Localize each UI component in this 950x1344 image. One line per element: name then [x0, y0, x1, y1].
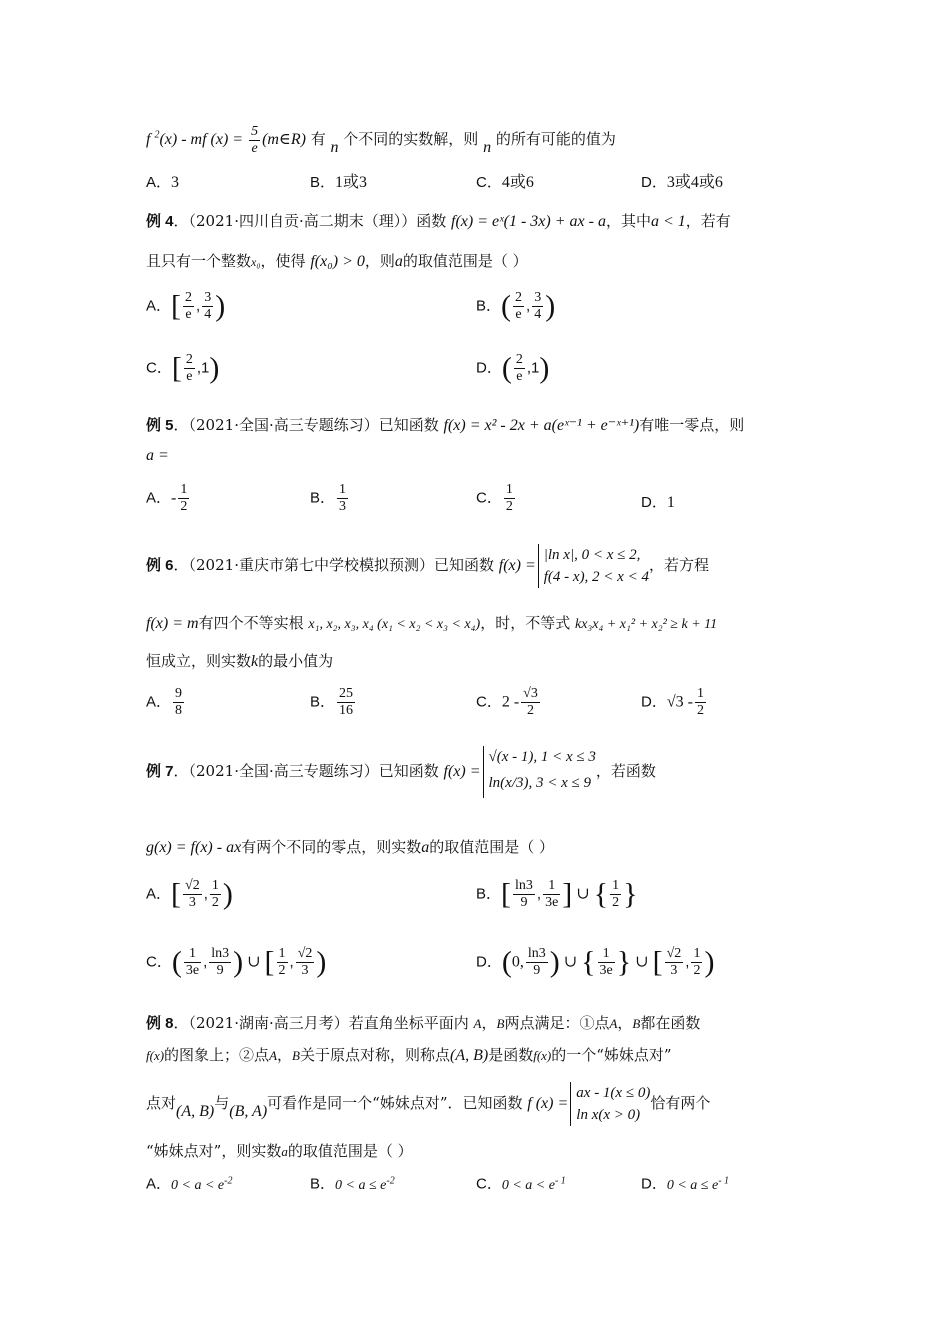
ex7-piecewise: √(x - 1), 1 < x ≤ 3 ln(x/3), 3 < x ≤ 9 — [483, 746, 596, 798]
ex5-question-line1: 例 5．（2021·全国·高三专题练习）已知函数 f(x) = x² - 2x + a(eˣ⁻¹ + e⁻ˣ⁺¹)有唯一零点，则 — [146, 416, 745, 434]
ex8-question-line2: f(x)的图象上；②点A，B关于原点对称，则称点(A, B)是函数f(x)的一个“姊妹点对” — [146, 1046, 672, 1064]
ex8-option-c[interactable]: C．$0 < a < e^{- 1}$ — [476, 1175, 566, 1193]
intro-text1: 有 — [310, 130, 326, 149]
ex4-option-a[interactable]: A．[ $\frac{2}{e}$ , $\frac{3}{4}$ ) — [146, 289, 226, 323]
ex6-question-line1: 例 6．（2021·重庆市第七中学校模拟预测）已知函数 f(x) = |ln x|, 0 < x ≤ 2, f(4 - x), 2 < x < 4 ，若方程 — [146, 544, 826, 588]
intro-question: f $^2$(x) - mf (x) = $\frac{5}{e}$ (m∈R) 有 n 个不同的实数解，则 n 的所有可能的值为 — [146, 124, 616, 157]
ex4-option-b[interactable]: B．( $\frac{2}{e}$ , $\frac{3}{4}$ ) — [476, 289, 556, 323]
ex4-question-line2: 且只有一个整数x₀，使得 f(x₀) > 0，则a的取值范围是（ ） — [146, 252, 528, 270]
ex7-option-a[interactable]: A．[ $\frac{√2}{3}$ , $\frac{1}{2}$ ) — [146, 877, 233, 911]
ex8-option-d[interactable]: D．$0 < a \le e^{- 1}$ — [641, 1175, 730, 1193]
intro-option-b[interactable]: B．1或3 — [310, 174, 368, 191]
ex8-piecewise: ax - 1(x ≤ 0) ln x(x > 0) — [570, 1082, 650, 1126]
ex6-piecewise: |ln x|, 0 < x ≤ 2, f(4 - x), 2 < x < 4 — [538, 544, 649, 588]
ex7-option-d[interactable]: D．(0, $\frac{\ln 3}{9}$ ) ∪ { $\frac{1}{3e}$ } ∪ [ $\frac{√2}{3}$ , $\frac{1}{2}$ ) — [476, 945, 715, 979]
ex6-option-a[interactable]: A． $\frac{9}{8}$ — [146, 686, 183, 718]
ex4-option-d[interactable]: D．( $\frac{2}{e}$ ,1) — [476, 351, 550, 385]
ex6-option-c[interactable]: C．2 - $\frac{√3}{2}$ — [476, 686, 538, 718]
ex5-option-c[interactable]: C． $\frac{1}{2}$ — [476, 482, 513, 514]
ex8-option-b[interactable]: B．$0 < a \le e^{-2}$ — [310, 1175, 395, 1193]
ex6-option-b[interactable]: B． $\frac{25}{16}$ — [310, 686, 354, 718]
ex6-question-line2: f(x) = m有四个不等实根 x₁, x₂, x₃, x₄ (x₁ < x₂ < x₃ < x₄)，时，不等式 kx₃x₄ + x₁² + x₂² ≥ k + 11 — [146, 614, 718, 632]
ex4-function: f(x) = eˣ(1 - 3x) + ax - a — [451, 213, 606, 230]
intro-option-a[interactable]: A．3 — [146, 174, 180, 191]
intro-formula: f $^2$(x) - mf (x) = $\frac{5}{e}$ (m∈R) — [146, 124, 306, 156]
ex5-option-d[interactable]: D．1 — [641, 494, 675, 511]
ex8-question-line3: 点对(A, B)与(B, A)可看作是同一个“姊妹点对”．已知函数 f (x) = ax - 1(x ≤ 0) ln x(x > 0) 恰有两个 — [146, 1082, 826, 1126]
intro-option-d[interactable]: D．3或4或6 — [641, 174, 723, 191]
ex5-option-a[interactable]: A．- $\frac{1}{2}$ — [146, 482, 188, 514]
ex4-question-line1: 例 4．（2021·四川自贡·高二期末（理））函数 f(x) = eˣ(1 - 3x) + ax - a，其中a < 1，若有 — [146, 212, 731, 230]
ex7-option-c[interactable]: C．( $\frac{1}{3e}$ , $\frac{\ln 3}{9}$ ) ∪ [ $\frac{1}{2}$ , $\frac{√2}{3}$ ) — [146, 945, 327, 979]
ex7-question-line2: g(x) = f(x) - ax有两个不同的零点，则实数a的取值范围是（ ） — [146, 838, 554, 856]
ex5-question-line2: a = — [146, 447, 169, 464]
ex4-option-c[interactable]: C．[ $\frac{2}{e}$ ,1) — [146, 351, 220, 385]
ex7-option-b[interactable]: B．[ $\frac{\ln 3}{9}$ , $\frac{1}{3e}$ ] ∪ { $\frac{1}{2}$ } — [476, 877, 638, 911]
ex6-question-line3: 恒成立，则实数k的最小值为 — [146, 652, 334, 670]
intro-option-c[interactable]: C．4或6 — [476, 174, 534, 191]
ex5-option-b[interactable]: B． $\frac{1}{3}$ — [310, 482, 347, 514]
ex6-option-d[interactable]: D．√3 - $\frac{1}{2}$ — [641, 686, 704, 718]
ex8-question-line4: “姊妹点对”，则实数a的取值范围是（ ） — [146, 1142, 413, 1160]
ex8-question-line1: 例 8．（2021·湖南·高三月考）若直角坐标平面内 A，B两点满足：①点A，B都在函数 — [146, 1014, 701, 1032]
ex7-question-line1: 例 7．（2021·全国·高三专题练习）已知函数 f(x) = √(x - 1), 1 < x ≤ 3 ln(x/3), 3 < x ≤ 9 ，若函数 — [146, 746, 826, 798]
ex5-function: f(x) = x² - 2x + a(eˣ⁻¹ + e⁻ˣ⁺¹) — [443, 417, 640, 434]
ex8-option-a[interactable]: A．$0 < a < e^{-2}$ — [146, 1175, 233, 1193]
